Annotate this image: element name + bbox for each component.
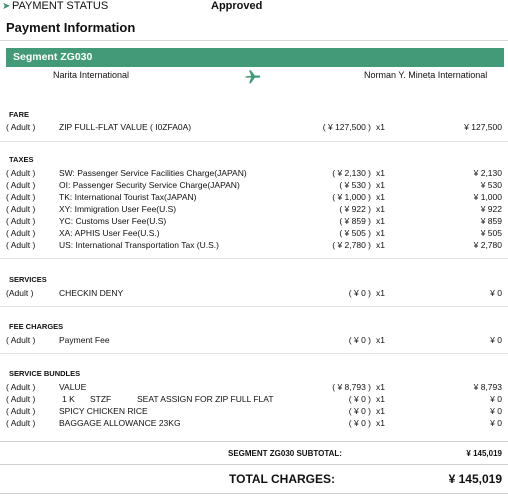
- quantity: x1: [376, 382, 385, 392]
- passenger-type: ( Adult ): [6, 204, 36, 214]
- line-total: ¥ 0: [490, 418, 502, 428]
- passenger-type: ( Adult ): [6, 168, 36, 178]
- section-divider: [0, 353, 508, 354]
- bundle-row: [0, 406, 508, 418]
- line-total: ¥ 505: [480, 228, 502, 238]
- payment-status-value: Approved: [211, 0, 263, 12]
- line-total: ¥ 530: [480, 180, 502, 190]
- quantity: x1: [376, 204, 385, 214]
- unit-price: ( ¥ 0 ): [348, 406, 371, 416]
- line-description: YC: Customs User Fee(U.S): [59, 216, 167, 226]
- line-description: Payment Fee: [59, 335, 110, 345]
- line-total: ¥ 8,793: [473, 382, 502, 392]
- plane-icon: [244, 68, 262, 86]
- line-description: SEAT ASSIGN FOR ZIP FULL FLAT: [137, 394, 274, 404]
- unit-price: ( ¥ 127,500 ): [322, 122, 371, 132]
- line-total: ¥ 859: [480, 216, 502, 226]
- line-description: ZIP FULL-FLAT VALUE ( I0ZFA0A): [59, 122, 192, 132]
- tax-row: [0, 204, 508, 216]
- tax-row: [0, 240, 508, 252]
- total-charges-value: ¥ 145,019: [448, 472, 502, 486]
- section-divider: [0, 258, 508, 259]
- quantity: x1: [376, 406, 385, 416]
- line-description: OI: Passenger Security Service Charge(JAPAN): [59, 180, 240, 190]
- line-description: CHECKIN DENY: [59, 288, 124, 298]
- passenger-type: ( Adult ): [6, 122, 36, 132]
- payment-card: [0, 40, 508, 500]
- section-heading-taxes: TAXES: [9, 155, 34, 164]
- seat-quantity: 1 K: [62, 394, 75, 404]
- quantity: x1: [376, 418, 385, 428]
- unit-price: ( ¥ 922 ): [339, 204, 371, 214]
- line-total: ¥ 2,780: [473, 240, 502, 250]
- ssr-code: STZF: [90, 394, 112, 404]
- segment-subtotal-value: ¥ 145,019: [466, 449, 502, 458]
- line-description: SW: Passenger Service Facilities Charge(JAPAN): [59, 168, 247, 178]
- line-total: ¥ 0: [490, 406, 502, 416]
- section-heading-fee-charges: FEE CHARGES: [9, 322, 64, 331]
- passenger-type: (Adult ): [6, 288, 34, 298]
- line-description: VALUE: [59, 382, 87, 392]
- unit-price: ( ¥ 530 ): [339, 180, 371, 190]
- bundle-row: [0, 394, 508, 406]
- passenger-type: ( Adult ): [6, 180, 36, 190]
- tax-row: [0, 216, 508, 228]
- quantity: x1: [376, 168, 385, 178]
- section-heading-services: SERVICES: [9, 275, 47, 284]
- section-divider: [0, 306, 508, 307]
- unit-price: ( ¥ 505 ): [339, 228, 371, 238]
- arrow-right-icon: ➤: [2, 1, 11, 12]
- total-divider: [0, 464, 508, 465]
- quantity: x1: [376, 335, 385, 345]
- segment-subtotal-label: SEGMENT ZG030 SUBTOTAL:: [228, 449, 342, 458]
- section-heading-service-bundles: SERVICE BUNDLES: [9, 369, 81, 378]
- unit-price: ( ¥ 0 ): [348, 394, 371, 404]
- bundle-row: [0, 418, 508, 430]
- passenger-type: ( Adult ): [6, 335, 36, 345]
- passenger-type: ( Adult ): [6, 406, 36, 416]
- unit-price: ( ¥ 0 ): [348, 335, 371, 345]
- line-description: SPICY CHICKEN RICE: [59, 406, 148, 416]
- payment-status-bar: [0, 0, 508, 16]
- tax-row: [0, 228, 508, 240]
- passenger-type: ( Adult ): [6, 240, 36, 250]
- fare-row: [0, 122, 508, 134]
- page-title: Payment Information: [6, 20, 136, 35]
- line-total: ¥ 0: [490, 335, 502, 345]
- quantity: x1: [376, 122, 385, 132]
- line-description: XY: Immigration User Fee(U.S): [59, 204, 177, 214]
- quantity: x1: [376, 394, 385, 404]
- quantity: x1: [376, 288, 385, 298]
- line-total: ¥ 1,000: [473, 192, 502, 202]
- tax-row: [0, 168, 508, 180]
- quantity: x1: [376, 192, 385, 202]
- passenger-type: ( Adult ): [6, 394, 36, 404]
- bundle-row: [0, 382, 508, 394]
- payment-status-label: PAYMENT STATUS: [12, 0, 109, 12]
- unit-price: ( ¥ 2,780 ): [332, 240, 371, 250]
- passenger-type: ( Adult ): [6, 192, 36, 202]
- tax-row: [0, 180, 508, 192]
- unit-price: ( ¥ 0 ): [348, 418, 371, 428]
- fee-row: [0, 335, 508, 347]
- quantity: x1: [376, 228, 385, 238]
- passenger-type: ( Adult ): [6, 228, 36, 238]
- service-row: [0, 288, 508, 300]
- tax-row: [0, 192, 508, 204]
- quantity: x1: [376, 216, 385, 226]
- line-description: TK: International Tourist Tax(JAPAN): [59, 192, 197, 202]
- section-divider: [0, 141, 508, 142]
- unit-price: ( ¥ 2,130 ): [332, 168, 371, 178]
- line-description: BAGGAGE ALLOWANCE 23KG: [59, 418, 181, 428]
- unit-price: ( ¥ 1,000 ): [332, 192, 371, 202]
- subtotal-divider: [0, 441, 508, 442]
- passenger-type: ( Adult ): [6, 382, 36, 392]
- line-total: ¥ 0: [490, 288, 502, 298]
- destination-airport: Norman Y. Mineta International: [364, 70, 488, 80]
- origin-airport: Narita International: [53, 70, 130, 80]
- line-total: ¥ 127,500: [464, 122, 502, 132]
- line-description: US: International Transportation Tax (U.S.): [59, 240, 220, 250]
- line-description: XA: APHIS User Fee(U.S.): [59, 228, 160, 238]
- line-total: ¥ 2,130: [473, 168, 502, 178]
- section-heading-fare: FARE: [9, 110, 30, 119]
- total-bottom-divider: [0, 493, 508, 494]
- unit-price: ( ¥ 8,793 ): [332, 382, 371, 392]
- line-total: ¥ 922: [480, 204, 502, 214]
- total-charges-label: TOTAL CHARGES:: [229, 472, 336, 486]
- quantity: x1: [376, 240, 385, 250]
- segment-header: Segment ZG030: [6, 48, 504, 67]
- line-total: ¥ 0: [490, 394, 502, 404]
- unit-price: ( ¥ 859 ): [339, 216, 371, 226]
- quantity: x1: [376, 180, 385, 190]
- unit-price: ( ¥ 0 ): [348, 288, 371, 298]
- passenger-type: ( Adult ): [6, 216, 36, 226]
- passenger-type: ( Adult ): [6, 418, 36, 428]
